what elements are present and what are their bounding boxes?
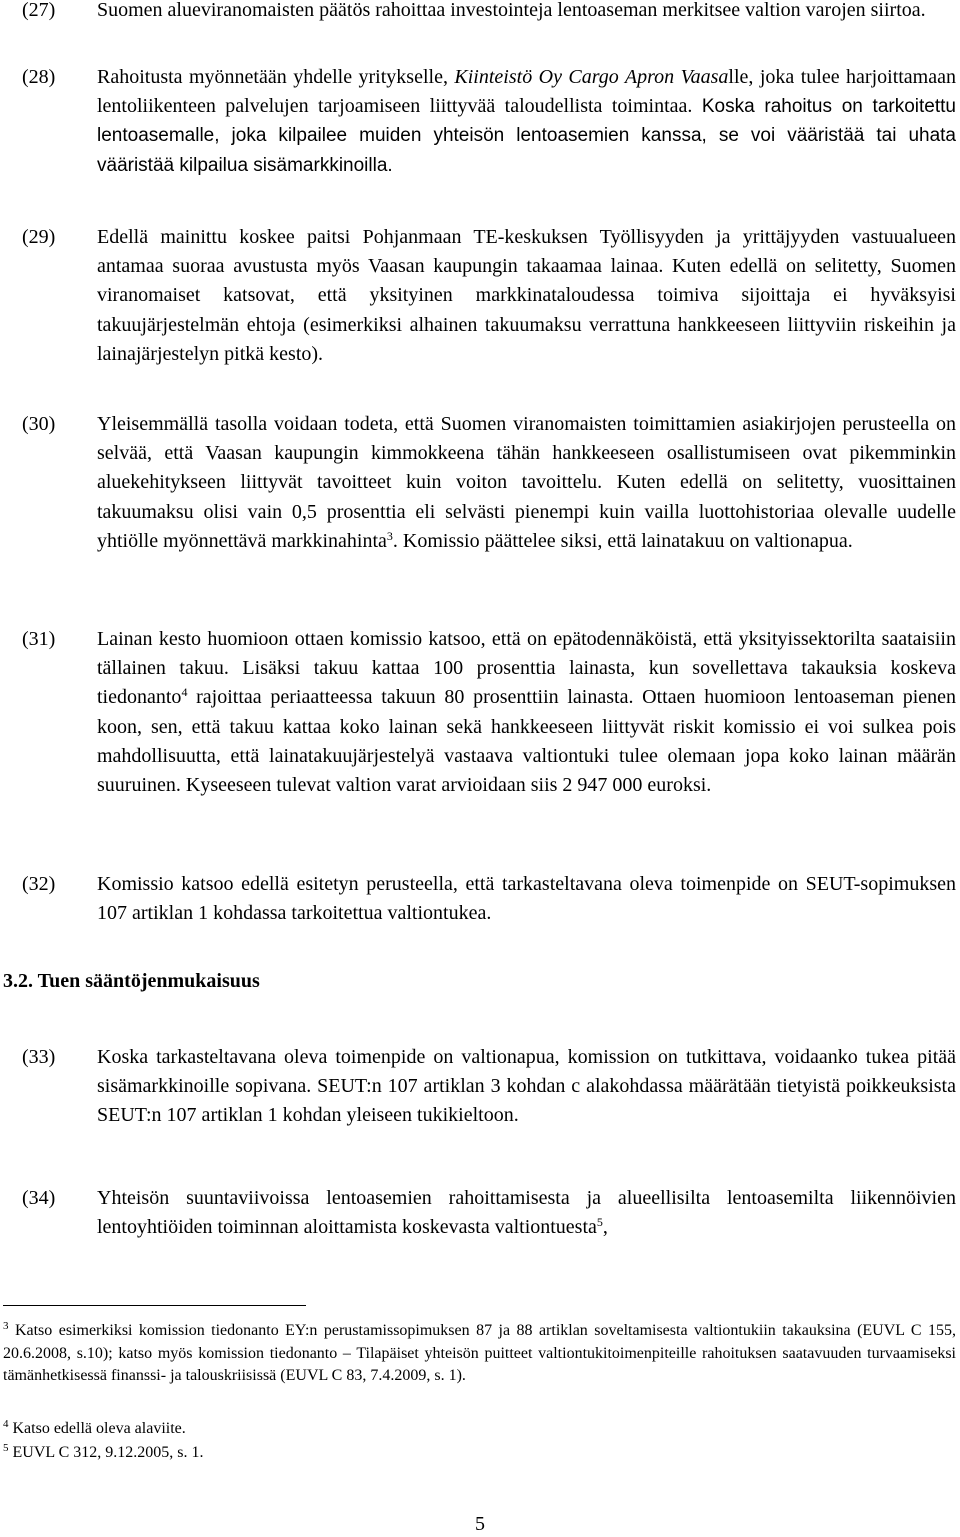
paragraph-text — [97, 410, 956, 556]
paragraph-text — [97, 625, 956, 800]
paragraph-segment: rajoittaa periaatteessa takuun 80 prosenttiin lainasta. Ottaen huomioon lentoaseman pienen koon, sen, että takuu kattaa koko lainan sekä hankkeeseen liittyvät riskit komissio ei voi sulkea pois mahdollisuutta, että lainatakuujärjestelyä vastaava valtiontuki tulee olemaan jopa koko lainan määrän suuruinen. Kyseeseen tulevat valtion varat arvioidaan siis 2 947 000 euroksi. — [97, 686, 956, 797]
paragraph-segment: Rahoitusta myönnetään yhdelle yritykselle, — [97, 66, 455, 88]
section-heading: 3.2. Tuen sääntöjenmukaisuus — [3, 970, 260, 992]
footnote-5 — [3, 1442, 956, 1465]
paragraph-segment-sans: Koska rahoitus on tarkoitettu lentoasemalle, joka kilpailee muiden yhteisön lentoasemien kanssa, se voi vääristää tai uhata vääristää kilpailua sisämarkkinoilla. — [97, 96, 956, 176]
footnote-ref: 3 — [386, 528, 393, 543]
paragraph-33 — [22, 1043, 956, 1131]
page-number: 5 — [475, 1513, 485, 1535]
paragraph-segment: Suomen alueviranomaisten päätös rahoittaa investointeja lentoaseman merkitsee valtion varojen siirtoa. — [97, 0, 926, 21]
paragraph-text — [97, 63, 956, 180]
paragraph-31 — [22, 625, 956, 800]
paragraph-number: (29) — [22, 226, 56, 248]
paragraph-segment: , — [602, 1216, 608, 1239]
paragraph-number: (34) — [22, 1187, 56, 1209]
paragraph-segment: Koska tarkasteltavana oleva toimenpide on valtionapua, komission on tutkittava, voidaanko tukea pitää sisämarkkinoille sopivana. SEUT:n 107 artiklan 3 kohdan c alakohdassa määrätään tietyistä poikkeuksista SEUT:n 107 artiklan 1 kohdan yleiseen tukikieltoon. — [97, 1046, 956, 1127]
paragraph-segment: Komissio katsoo edellä esitetyn perusteella, että tarkasteltavana oleva toimenpide on SEUT-sopimuksen 107 artiklan 1 kohdassa tarkoitettua valtiontukea. — [97, 873, 956, 925]
paragraph-text — [97, 223, 956, 369]
paragraph-segment: Yleisemmällä tasolla voidaan todeta, että Suomen viranomaisten toimittamien asiakirjojen perusteella on selvää, että Vaasan kaupungin kimmokkeena tähän hankkeeseen osallistumiseen ovat pikemminkin aluekehitykseen liittyvät tavoitteet kuin voiton tavoittelu. Kuten edellä on selitetty, vuosittainen takuumaksu olisi vain 0,5 prosenttia eli selvästi pienempi kuin vailla luottohistoriaa olevalle uudelle yhtiölle myönnettävä markkinahinta — [97, 413, 956, 552]
paragraph-segment: Lainan kesto huomioon ottaen komissio katsoo, että on epätodennäköistä, että yksityissektorilta saataisiin tällainen takuu. Lisäksi takuu kattaa 100 prosenttia lainasta, kun sovellettava takauksia koskeva tiedonanto — [97, 628, 956, 709]
paragraph-number: (32) — [22, 873, 56, 895]
paragraph-number: (31) — [22, 628, 56, 650]
paragraph-29 — [22, 223, 956, 369]
footnote-separator — [3, 1305, 306, 1306]
footnote-3 — [3, 1320, 956, 1388]
paragraph-segment: Yhteisön suuntaviivoissa lentoasemien rahoittamisesta ja alueellisilta lentoasemilta liikennöivien lentoyhtiöiden toiminnan aloittamista koskevasta valtiontuesta — [97, 1187, 956, 1239]
paragraph-segment: lle, joka tulee harjoittamaan lentoliikenteen palvelujen tarjoamiseen liittyvää taloudellista toimintaa. — [97, 66, 956, 118]
footnote-text: Katso edellä oleva alaviite. — [12, 1420, 186, 1437]
paragraph-number: (33) — [22, 1046, 56, 1068]
paragraph-27 — [22, 0, 956, 25]
footnote-text: EUVL C 312, 9.12.2005, s. 1. — [12, 1444, 204, 1461]
paragraph-text — [97, 0, 956, 25]
footnote-mark: 5 — [3, 1442, 9, 1454]
paragraph-text — [97, 1043, 956, 1131]
paragraph-30 — [22, 410, 956, 556]
paragraph-segment: Edellä mainittu koskee paitsi Pohjanmaan TE-keskuksen Työllisyyden ja yrittäjyyden vastuualueen antamaa suoraa avustusta myös Vaasan kaupungin takaamaa lainaa. Kuten edellä on selitetty, Suomen viranomaiset katsovat, että yksityinen markkinataloudessa toimiva sijoittaja ei hyväksyisi takuujärjestelmän ehtoja (esimerkiksi alhainen takuumaksu verrattuna hankkeeseen liittyviin riskeihin ja lainajärjestelyn pitkä kesto). — [97, 226, 956, 365]
footnote-text: Katso esimerkiksi komission tiedonanto EY:n perustamissopimuksen 87 ja 88 artiklan soveltamisesta valtiontukiin takauksina (EUVL C 155, 20.6.2008, s.10); katso myös komission tiedonanto – Tilapäiset yhteisön puitteet valtiontukitoimenpiteille rahoituksen saatavuuden turvaamiseksi tämänhetkisessä finanssi- ja talouskriisissä (EUVL C 83, 7.4.2009, s. 1). — [3, 1322, 957, 1384]
footnote-4 — [3, 1418, 956, 1441]
paragraph-text — [97, 870, 956, 928]
paragraph-34 — [22, 1184, 956, 1242]
footnote-mark: 4 — [3, 1418, 9, 1430]
footnote-ref: 4 — [181, 685, 188, 700]
paragraph-number: (28) — [22, 66, 56, 88]
paragraph-number: (30) — [22, 413, 56, 435]
company-name: Kiinteistö Oy Cargo Apron Vaasa — [454, 66, 729, 88]
footnote-ref: 5 — [596, 1215, 603, 1230]
paragraph-32 — [22, 870, 956, 928]
paragraph-text — [97, 1184, 956, 1242]
paragraph-segment: . Komissio päättelee siksi, että lainatakuu on valtionapua. — [392, 529, 853, 552]
paragraph-28 — [22, 63, 956, 180]
paragraph-number: (27) — [22, 0, 56, 21]
footnote-mark: 3 — [3, 1320, 9, 1332]
